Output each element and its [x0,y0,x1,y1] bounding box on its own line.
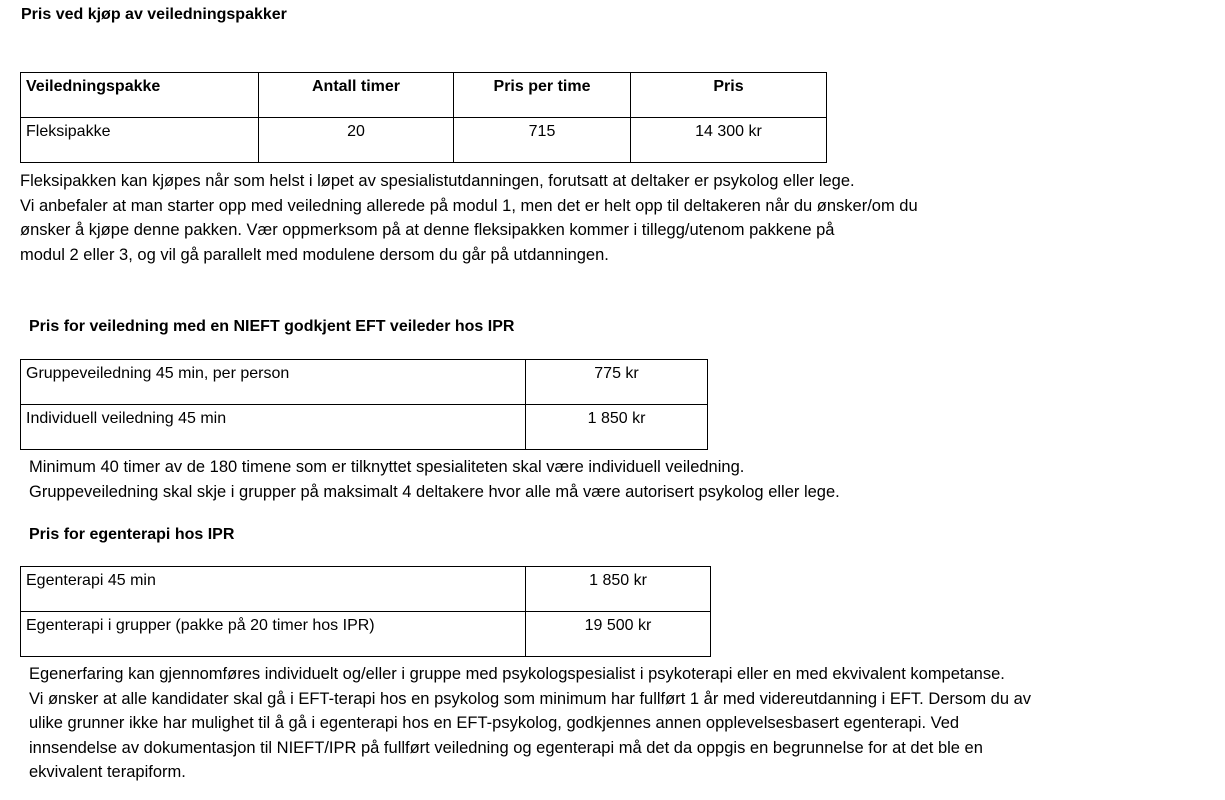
package-price-table [20,72,827,163]
text-line: modul 2 eller 3, og vil gå parallelt med modulene dersom du går på utdanningen. [20,245,609,264]
cell-hours: 20 [259,118,454,163]
cell-package-name: Fleksipakke [21,118,259,163]
supervision-description [29,455,840,504]
cell-price: 14 300 kr [631,118,827,163]
supervision-price-table [20,359,708,450]
packages-description [20,169,918,267]
cell-price: 775 kr [526,360,708,405]
cell-price: 1 850 kr [526,405,708,450]
section-heading-self-therapy: Pris for egenterapi hos IPR [29,526,235,543]
self-therapy-description [29,662,1031,785]
text-line: ønsker å kjøpe denne pakken. Vær oppmerksom på at denne fleksipakken kommer i tillegg/utenom pakkene på [20,221,835,239]
table-row [21,612,711,657]
text-line: Vi ønsker at alle kandidater skal gå i EFT-terapi hos en psykolog som minimum har fullført 1 år med videreutdanning i EFT. Dersom du av [29,689,1032,708]
section-heading-packages: Pris ved kjøp av veiledningspakker [21,6,287,23]
text-line: Gruppeveiledning skal skje i grupper på maksimalt 4 deltakere hvor alle må være autorisert psykolog eller lege. [29,482,840,501]
text-line: ekvivalent terapiform. [29,763,186,781]
cell-service: Gruppeveiledning 45 min, per person [21,360,526,405]
text-line: ulike grunner ikke har mulighet til å gå i egenterapi hos en EFT-psykolog, godkjennes annen opplevelsesbasert egenterapi. Ved [29,714,960,732]
cell-price: 19 500 kr [526,612,711,657]
table-row [21,360,708,405]
column-header-price: Pris [631,73,827,118]
column-header-hours: Antall timer [259,73,454,118]
cell-price: 1 850 kr [526,567,711,612]
table-row [21,567,711,612]
column-header-package: Veiledningspakke [21,73,259,118]
column-header-price-per-hour: Pris per time [454,73,631,118]
text-line: innsendelse av dokumentasjon til NIEFT/IPR på fullført veiledning og egenterapi må det da oppgis en begrunnelse for at det ble en [29,738,983,757]
table-row [21,118,827,163]
cell-service: Egenterapi 45 min [21,567,526,612]
table-header-row [21,73,827,118]
section-heading-supervision: Pris for veiledning med en NIEFT godkjent EFT veileder hos IPR [29,318,515,335]
text-line: Vi anbefaler at man starter opp med veiledning allerede på modul 1, men det er helt opp til deltakeren når du ønsker/om du [20,196,918,215]
text-line: Egenerfaring kan gjennomføres individuelt og/eller i gruppe med psykologspesialist i psykoterapi eller en med ekvivalent kompetanse. [29,665,1005,683]
cell-price-per-hour: 715 [454,118,631,163]
cell-service: Individuell veiledning 45 min [21,405,526,450]
cell-service: Egenterapi i grupper (pakke på 20 timer hos IPR) [21,612,526,657]
self-therapy-price-table [20,566,711,657]
table-row [21,405,708,450]
text-line: Minimum 40 timer av de 180 timene som er tilknyttet spesialiteten skal være individuell veiledning. [29,458,745,476]
text-line: Fleksipakken kan kjøpes når som helst i løpet av spesialistutdanningen, forutsatt at deltaker er psykolog eller lege. [20,172,855,190]
